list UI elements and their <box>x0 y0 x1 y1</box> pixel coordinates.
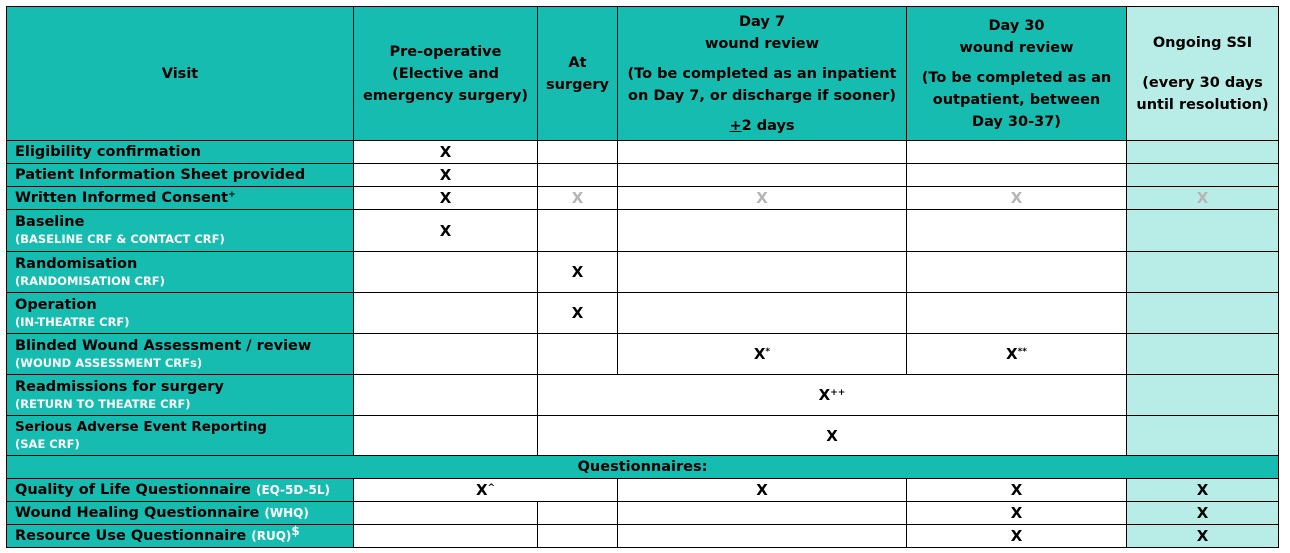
table-row <box>7 141 1279 164</box>
row-label-qol: Quality of Life Questionnaire (EQ-5D-5L) <box>7 479 354 502</box>
table-row <box>7 416 1279 456</box>
cell-randomisation-surgery: X <box>538 252 618 293</box>
header-preop: Pre-operative (Elective and emergency surgery) <box>354 7 538 141</box>
cell-pis-preop: X <box>354 164 538 187</box>
row-label-whq: Wound Healing Questionnaire (WHQ) <box>7 502 354 525</box>
row-label-consent: Written Informed Consent+ <box>7 187 354 210</box>
cell-readmit-span: X++ <box>538 375 1127 416</box>
cell-qol-day30: X <box>907 479 1127 502</box>
row-label-readmit: Readmissions for surgery (RETURN TO THEATRE CRF) <box>7 375 354 416</box>
row-label-baseline: Baseline (BASELINE CRF & CONTACT CRF) <box>7 210 354 252</box>
header-day30: Day 30 wound review (To be completed as an outpatient, between Day 30-37) <box>907 7 1127 141</box>
row-label-ruq: Resource Use Questionnaire (RUQ)$ <box>7 525 354 548</box>
row-label-wound: Blinded Wound Assessment / review (WOUND ASSESSMENT CRFs) <box>7 334 354 375</box>
header-surgery: At surgery <box>538 7 618 141</box>
table-row <box>7 252 1279 293</box>
table-row <box>7 293 1279 334</box>
table-row <box>7 375 1279 416</box>
row-label-eligibility: Eligibility confirmation <box>7 141 354 164</box>
cell-qol-day7: X <box>618 479 907 502</box>
cell-whq-ssi: X <box>1127 502 1279 525</box>
cell-consent-preop: X <box>354 187 538 210</box>
row-label-sae: Serious Adverse Event Reporting (SAE CRF) <box>7 416 354 456</box>
row-label-randomisation: Randomisation (RANDOMISATION CRF) <box>7 252 354 293</box>
table-row <box>7 210 1279 252</box>
cell-consent-day30: X <box>907 187 1127 210</box>
questionnaires-section-header: Questionnaires: <box>7 456 1279 479</box>
table-row <box>7 525 1279 548</box>
cell-ruq-ssi: X <box>1127 525 1279 548</box>
cell-eligibility-preop: X <box>354 141 538 164</box>
cell-sae-span: X <box>538 416 1127 456</box>
header-day7: Day 7 wound review (To be completed as an inpatient on Day 7, or discharge if sooner) +2 days <box>618 7 907 141</box>
cell-qol-preop-surgery: X^ <box>354 479 618 502</box>
row-label-operation: Operation (IN-THEATRE CRF) <box>7 293 354 334</box>
cell-wound-day7: X* <box>618 334 907 375</box>
table-row <box>7 479 1279 502</box>
cell-ruq-day30: X <box>907 525 1127 548</box>
header-visit: Visit <box>7 7 354 141</box>
table-row <box>7 164 1279 187</box>
cell-consent-day7: X <box>618 187 907 210</box>
table-row <box>7 334 1279 375</box>
table-row <box>7 456 1279 479</box>
row-label-pis: Patient Information Sheet provided <box>7 164 354 187</box>
cell-operation-surgery: X <box>538 293 618 334</box>
table-row <box>7 187 1279 210</box>
cell-consent-surgery: X <box>538 187 618 210</box>
cell-qol-ssi: X <box>1127 479 1279 502</box>
cell-wound-day30: X** <box>907 334 1127 375</box>
cell-baseline-preop: X <box>354 210 538 252</box>
cell-whq-day30: X <box>907 502 1127 525</box>
cell-consent-ssi: X <box>1127 187 1279 210</box>
header-ongoing-ssi: Ongoing SSI (every 30 days until resolution) <box>1127 7 1279 141</box>
table-row <box>7 502 1279 525</box>
schedule-table <box>6 6 1279 548</box>
